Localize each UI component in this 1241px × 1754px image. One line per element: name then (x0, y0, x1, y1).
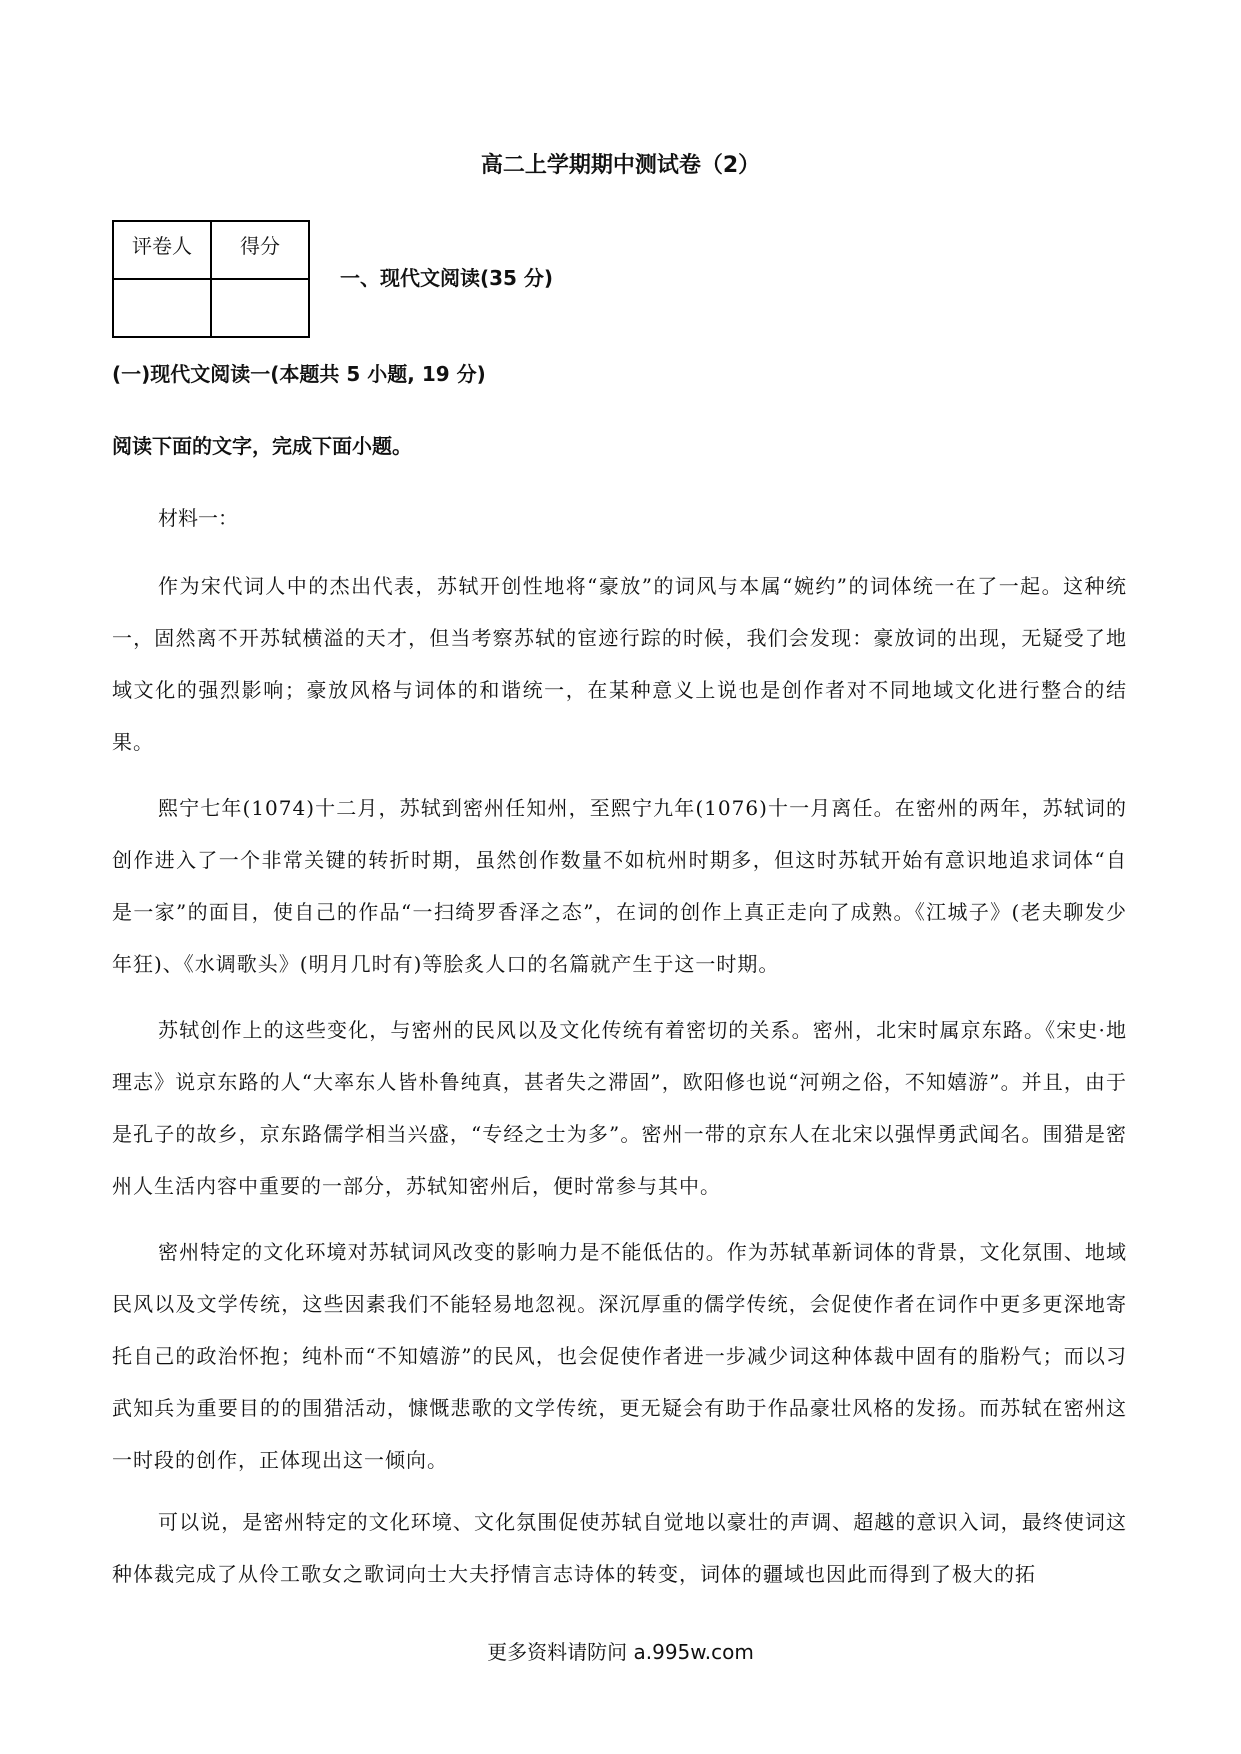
material-label: 材料一： (158, 506, 238, 530)
score-entry-cell (211, 279, 309, 337)
section-heading: 一、现代文阅读(35 分) (340, 266, 554, 290)
paragraph-3: 苏轼创作上的这些变化，与密州的民风以及文化传统有着密切的关系。密州，北宋时属京东路。《宋史·地理志》说京东路的人“大率东人皆朴鲁纯真，甚者失之滞固”，欧阳修也说“河朔之俗，不知嬉游”。并且，由于是孔子的故乡，京东路儒学相当兴盛，“专经之士为多”。密州一带的京东人在北宋以强悍勇武闻名。围猎是密州人生活内容中重要的一部分，苏轼知密州后，便时常参与其中。 (112, 1018, 1127, 1198)
reading-instruction: 阅读下面的文字，完成下面小题。 (112, 434, 412, 458)
score-header-label: 得分 (240, 234, 280, 258)
footer-watermark: 更多资料请防问 a.995w.com (487, 1640, 754, 1664)
paragraph-1: 作为宋代词人中的杰出代表，苏轼开创性地将“豪放”的词风与本属“婉约”的词体统一在了一起。这种统一，固然离不开苏轼横溢的天才，但当考察苏轼的宦迹行踪的时候，我们会发现：豪放词的出现，无疑受了地域文化的强烈影响；豪放风格与词体的和谐统一，在某种意义上说也是创作者对不同地域文化进行整合的结果。 (112, 574, 1127, 754)
sub-heading: (一)现代文阅读一(本题共 5 小题, 19 分) (112, 362, 486, 386)
grader-entry-cell (113, 279, 211, 337)
paragraph-4: 密州特定的文化环境对苏轼词风改变的影响力是不能低估的。作为苏轼革新词体的背景，文化氛围、地域民风以及文学传统，这些因素我们不能轻易地忽视。深沉厚重的儒学传统，会促使作者在词作中更多更深地寄托自己的政治怀抱；纯朴而“不知嬉游”的民风，也会促使作者进一步减少词这种体裁中固有的脂粉气；而以习武知兵为重要目的的围猎活动，慷慨悲歌的文学传统，更无疑会有助于作品豪壮风格的发扬。而苏轼在密州这一时段的创作，正体现出这一倾向。 (112, 1240, 1127, 1472)
paragraph-2: 熙宁七年(1074)十二月，苏轼到密州任知州，至熙宁九年(1076)十一月离任。在密州的两年，苏轼词的创作进入了一个非常关键的转折时期，虽然创作数量不如杭州时期多，但这时苏轼开始有意识地追求词体“自是一家”的面目，使自己的作品“一扫绮罗香泽之态”，在词的创作上真正走向了成熟。《江城子》(老夫聊发少年狂)、《水调歌头》(明月几时有)等脍炙人口的名篇就产生于这一时期。 (112, 796, 1127, 976)
grader-header-cell (113, 221, 211, 279)
paragraph-5: 可以说，是密州特定的文化环境、文化氛围促使苏轼自觉地以豪壮的声调、超越的意识入词，最终使词这种体裁完成了从伶工歌女之歌词向士大夫抒情言志诗体的转变，词体的疆域也因此而得到了极大的拓 (112, 1510, 1127, 1586)
exam-title: 高二上学期期中测试卷（2） (480, 153, 761, 178)
grader-header-label: 评卷人 (132, 234, 192, 258)
score-header-cell (211, 221, 309, 279)
score-table (112, 220, 310, 338)
